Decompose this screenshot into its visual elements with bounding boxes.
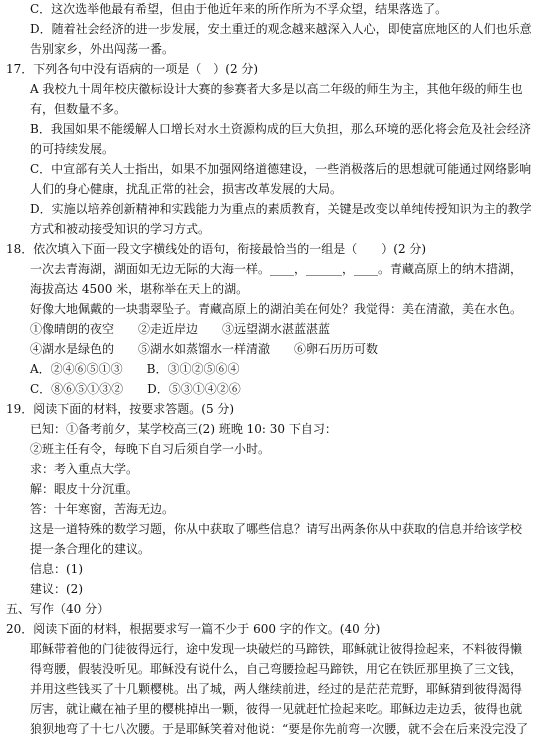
q17-option-a: A 我校九十周年校庆徽标设计大赛的参赛者大多是以高二年级的师生为主，其他年级的师生也 (30, 82, 523, 96)
q18-items-1: ①像晴朗的夜空 ②走近岸边 ③远望湖水湛蓝湛蓝 (30, 322, 331, 336)
q18-passage-2: 海拔高达 4500 米，堪称举在天上的湖。 (30, 282, 249, 296)
q17-option-c: C．中宣部有关人士指出，如果不加强网络道德建设，一些消极落后的思想就可能通过网络影响 (30, 162, 532, 176)
q18-options-cd: C．⑧⑥⑤①③② D．⑤③①④②⑥ (30, 382, 241, 396)
q17-option-d-cont: 方式和被动接受知识的学习方式。 (30, 222, 211, 236)
q17-stem: 17．下列各句中没有语病的一项是（ ）(2 分) (6, 62, 259, 76)
q20-material-4: 厉害，就让藏在袖子里的樱桃掉出一颗，彼得一见就赶忙捡起来吃。耶稣边走边丢，彼得也就 (30, 702, 523, 716)
q19-solve: 解：眼皮十分沉重。 (30, 482, 139, 496)
q20-material-1: 耶稣带着他的门徒彼得远行，途中发现一块破烂的马蹄铁，耶稣就让彼得捡起来，不料彼得懒 (30, 642, 523, 656)
q17-option-d: D．实施以培养创新精神和实践能力为重点的素质教育，关键是改变以单纯传授知识为主的教学 (30, 202, 532, 216)
q20-material-2: 得弯腰，假装没听见。耶稣没有说什么，自己弯腰捡起马蹄铁，用它在铁匠那里换了三文钱， (30, 662, 523, 676)
q19-question: 这是一道特殊的数学习题，你从中获取了哪些信息？请写出两条你从中获取的信息并给该学校 (30, 522, 523, 536)
q19-info-label: 信息：(1) (30, 562, 83, 576)
q19-given-2: ②班主任有令，每晚下自习后须自学一小时。 (30, 442, 271, 456)
q18-stem: 18．依次填入下面一段文字横线处的语句，衔接最恰当的一组是（ ）(2 分) (6, 242, 427, 256)
section-writing-heading: 五、写作（40 分） (6, 602, 110, 616)
q16-option-c: C．这次选举他最有希望，但由于他近年来的所作所为不孚众望，结果落选了。 (30, 2, 448, 16)
q18-items-2: ④湖水是绿色的 ⑤湖水如蒸馏水一样清澈 ⑥卵石历历可数 (30, 342, 379, 356)
q19-answer: 答：十年寒窗，苦海无边。 (30, 502, 175, 516)
q19-given-1: 已知：①备考前夕，某学校高三(2) 班晚 10: 30 下自习： (30, 422, 337, 436)
q19-question-cont: 提一条合理化的建议。 (30, 542, 151, 556)
q18-passage-3: 好像大地佩戴的一块翡翠坠子。青藏高原上的湖泊美在何处？我觉得：美在清澈，美在水色。 (30, 302, 523, 316)
q18-passage-1: 一次去青海湖，湖面如无边无际的大海一样。____，______，____。青藏高原上的纳木措湖， (30, 262, 523, 276)
q17-option-b: B．我国如果不能缓解人口增长对水土资源构成的巨大负担，那么环境的恶化将会危及社会经济 (30, 122, 531, 136)
q17-option-c-cont: 人们的身心健康，扰乱正常的社会，损害改革发展的大局。 (30, 182, 343, 196)
q16-option-d: D．随着社会经济的进一步发展，安土重迁的观念越来越深入人心，即使富庶地区的人们也乐意 (30, 22, 532, 36)
q19-seek: 求：考入重点大学。 (30, 462, 139, 476)
q20-material-5: 狼狈地弯了十七八次腰。于是耶稣笑着对他说：“要是你先前弯一次腰，就不会在后来没完没了 (30, 722, 529, 736)
q17-option-a-cont: 有，但数量不多。 (30, 102, 127, 116)
q20-material-3: 并用这些钱买了十几颗樱桃。出了城，两人继续前进，经过的是茫茫荒野，耶稣猜到彼得渴得 (30, 682, 523, 696)
q18-options-ab: A．②④⑥⑤①③ B．③①②⑤⑥④ (30, 362, 240, 376)
q19-advice-label: 建议：(2) (30, 582, 83, 596)
q19-stem: 19．阅读下面的材料，按要求答题。(5 分) (6, 402, 235, 416)
q20-stem: 20．阅读下面的材料，根据要求写一篇不少于 600 字的作文。(40 分) (6, 622, 381, 636)
q17-option-b-cont: 的可持续发展。 (30, 142, 115, 156)
q16-option-d-cont: 告别家乡，外出闯荡一番。 (30, 42, 175, 56)
